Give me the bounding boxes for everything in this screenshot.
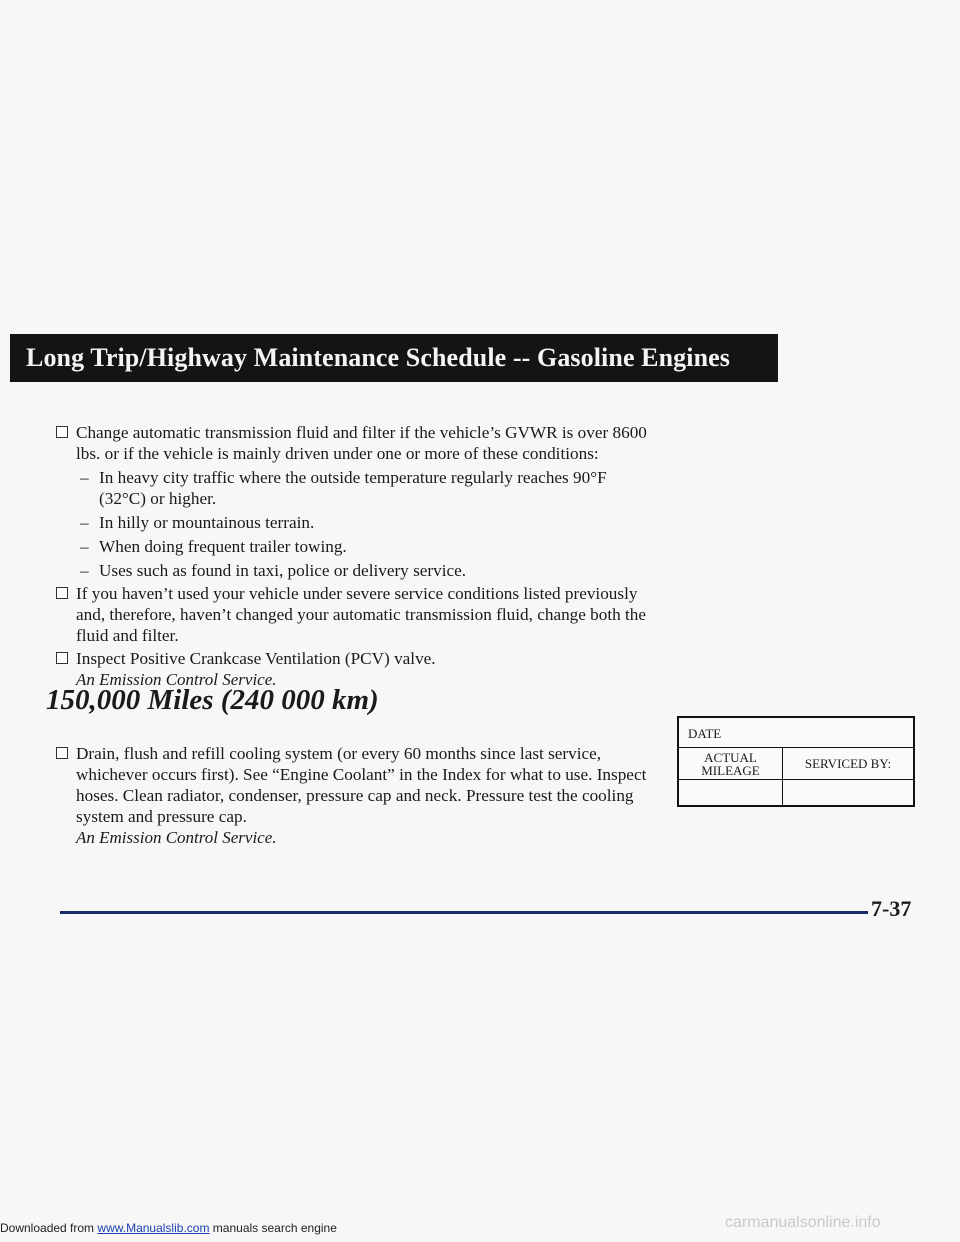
dash-icon: –: [80, 561, 89, 580]
checklist: [56, 422, 656, 690]
checklist-item-text: If you haven’t used your vehicle under severe service conditions listed previously and, therefore, haven’t changed your automatic transmission fluid, change both the fluid and filter.: [76, 584, 647, 645]
actual-mileage-header: [679, 748, 783, 780]
checkbox-icon[interactable]: [56, 747, 68, 759]
checklist-item-text: Drain, flush and refill cooling system (or every 60 months since last service, whichever occurs first). See “Engine Coolant” in the Index for what to use. Inspect hoses. Clean radiator, condenser, pressure cap and neck. Pressure test the cooling system and pressure cap.: [76, 744, 647, 826]
sub-item: [76, 512, 656, 533]
checklist-item: [56, 648, 656, 669]
date-field[interactable]: [679, 718, 913, 748]
checklist-item: [56, 583, 656, 646]
checklist-item: [56, 422, 656, 464]
serviced-by-entry-cell[interactable]: [783, 780, 913, 805]
actual-label: ACTUAL: [704, 750, 757, 765]
checklist-item-text: Inspect Positive Crankcase Ventilation (PCV) valve.: [76, 649, 436, 668]
sub-item-text: In heavy city traffic where the outside temperature regularly reaches 90°F (32°C) or higher.: [99, 468, 607, 508]
manualslib-link[interactable]: www.Manualslib.com: [97, 1221, 210, 1235]
page-rule: [60, 911, 868, 914]
footer-prefix: Downloaded from: [0, 1221, 95, 1235]
watermark-text: carmanualsonline.info: [725, 1214, 881, 1231]
mileage-label: MILEAGE: [701, 763, 760, 778]
dash-icon: –: [80, 513, 89, 532]
date-label: DATE: [688, 726, 722, 741]
dash-icon: –: [80, 468, 89, 487]
sub-item: [76, 467, 656, 509]
sub-item-text: Uses such as found in taxi, police or delivery service.: [99, 561, 467, 580]
checklist-item: [56, 743, 656, 827]
sub-item-text: When doing frequent trailer towing.: [99, 537, 347, 556]
mileage-heading: 150,000 Miles (240 000 km): [46, 684, 379, 716]
sub-item: [76, 536, 656, 557]
sub-item: [76, 560, 656, 581]
sub-item-text: In hilly or mountainous terrain.: [99, 513, 315, 532]
checkbox-icon[interactable]: [56, 426, 68, 438]
footer-suffix: manuals search engine: [212, 1221, 337, 1235]
serviced-by-header: [783, 748, 913, 780]
emission-note: An Emission Control Service.: [76, 670, 277, 689]
dash-icon: –: [80, 537, 89, 556]
page-number: 7-37: [871, 896, 912, 921]
checkbox-icon[interactable]: [56, 652, 68, 664]
checkbox-icon[interactable]: [56, 587, 68, 599]
emission-note: An Emission Control Service.: [76, 828, 277, 847]
checklist-item-text: Change automatic transmission fluid and filter if the vehicle’s GVWR is over 8600 lbs. or if the vehicle is mainly driven under one or more of these conditions:: [76, 423, 647, 463]
section-header: [10, 334, 778, 382]
serviced-by-label: SERVICED BY:: [804, 756, 892, 771]
mileage-checklist: [56, 743, 656, 848]
header-title: Long Trip/Highway Maintenance Schedule -- Gasoline Engines: [26, 343, 731, 372]
mileage-entry-cell[interactable]: [679, 780, 783, 805]
service-record-table: [677, 716, 915, 807]
download-footer: [0, 1221, 337, 1235]
